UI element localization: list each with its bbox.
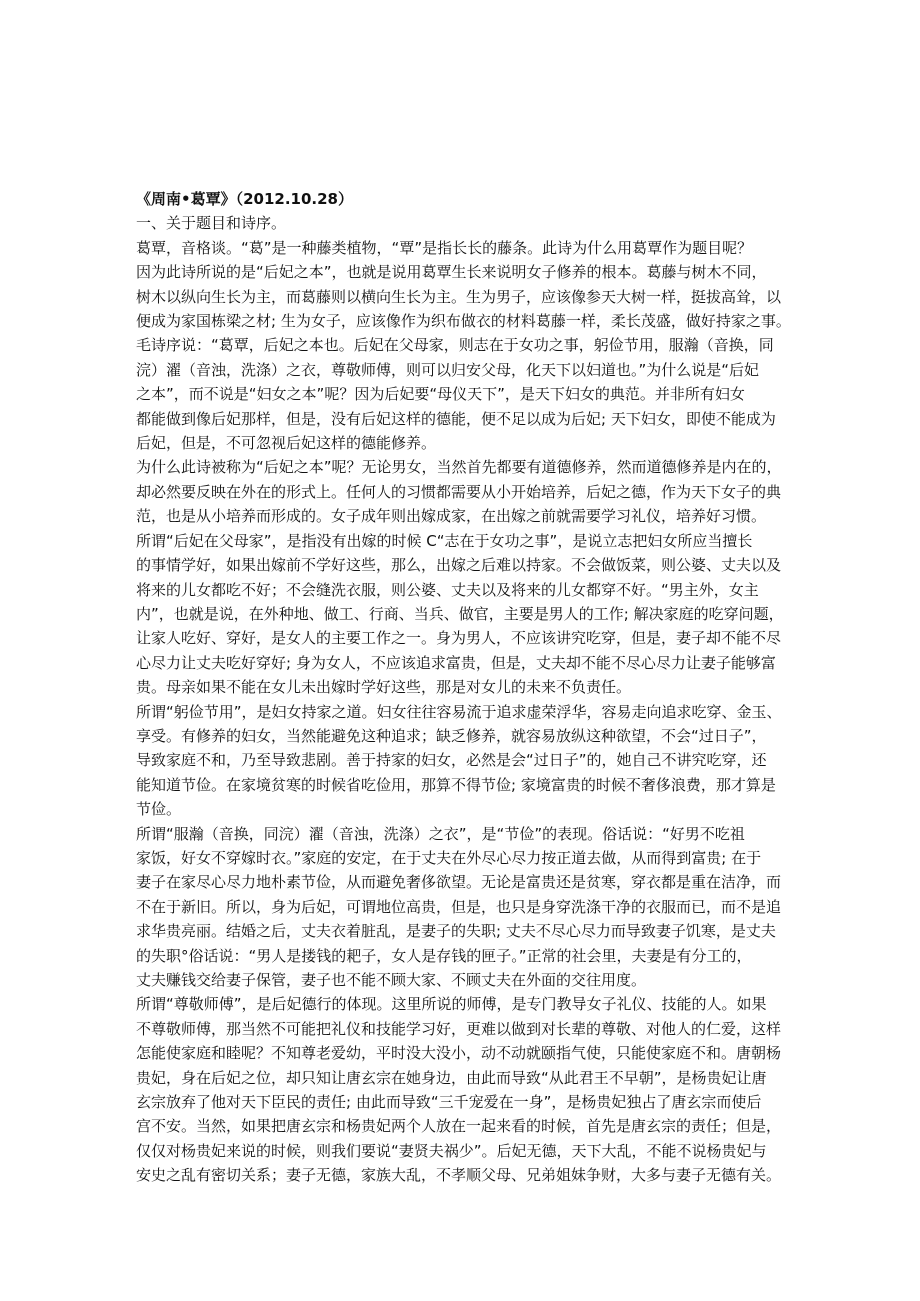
paragraph-line: 内”，也就是说，在外种地、做工、行商、当兵、做官，主要是男人的工作; 解决家庭的吃穿问题， [136,604,784,623]
paragraph-line: 树木以纵向生长为主，而葛藤则以横向生长为主。生为男子，应该像参天大树一样，挺拔高耸，以 [136,287,782,306]
paragraph-line: 家饭，好女不穿嫁时衣。”家庭的安定，在于丈夫在外尽心尽力按正道去做，从而得到富贵; 在于 [136,848,762,867]
paragraph-line: 贵妃，身在后妃之位，却只知让唐玄宗在她身边，由此而导致“从此君王不早朝”，是杨贵妃让唐 [136,1068,767,1087]
paragraph-line: 宫不安。当然，如果把唐玄宗和杨贵妃两个人放在一起来看的时候，首先是唐玄宗的责任；但是， [136,1117,782,1136]
paragraph-line: 丈夫赚钱交给妻子保管，妻子也不能不顾大家、不顾丈夫在外面的交往用度。 [136,971,647,989]
paragraph-line: 为什么此诗被称为“后妃之本”呢？无论男女，当然首先都要有道德修养，然而道德修养是内在的， [136,458,782,477]
document-title: 《周南•葛覃》（2012.10.28） [136,190,353,208]
paragraph [136,529,800,700]
paragraph-line: 玄宗放弃了他对天下臣民的责任; 由此而导致“三千宠爱在一身”，是杨贵妃独占了唐玄宗而使后 [136,1093,762,1112]
paragraph [136,333,800,455]
paragraph-line: 毛诗序说：“葛覃，后妃之本也。后妃在父母家，则志在于女功之事，躬俭节用，服瀚（音换，同 [136,336,774,355]
paragraph-line: 后妃，但是，不可忽视后妃这样的德能修养。 [136,434,437,453]
paragraph-list [136,236,800,1188]
paragraph-line: 所谓“躬俭节用”，是妇女持家之道。妇女往往容易流于追求虚荣浮华，容易走向追求吃穿、金玉、 [136,702,782,721]
paragraph-line: 的事情学好，如果出嫁前不学好这些，那么，出嫁之后难以持家。不会做饭菜，则公婆、丈夫以及 [136,556,782,575]
paragraph [136,455,800,528]
paragraph-line: 导致家庭不和，乃至导致悲剧。善于持家的妇女，必然是会“过日子”的，她自己不讲究吃穿，还 [136,751,767,770]
paragraph-line: 便成为家国栋梁之材; 生为女子，应该像作为织布做衣的材料葛藤一样，柔长茂盛，做好持家之事。 [136,312,791,331]
paragraph-line: 却必然要反映在外在的形式上。任何人的习惯都需要从小开始培养，后妃之德，作为天下女子的典 [136,482,782,501]
paragraph-line: 不尊敬师傅，那当然不可能把礼仪和技能学习好，更难以做到对长辈的尊敬、对他人的仁爱，这样 [136,1019,782,1038]
paragraph [136,236,800,334]
paragraph-line: 的失职°俗话说：“男人是搂钱的耙子，女人是存钱的匣子。”正常的社会里，夫妻是有分工的， [136,946,752,965]
paragraph-line: 求华贵亮丽。结婚之后，丈夫衣着脏乱，是妻子的失职; 丈夫不尽心尽力而导致妻子饥寒，是丈夫 [136,922,776,941]
document-body [136,187,800,1188]
paragraph-line: 不在于新旧。所以，身为后妃，可谓地位高贵，但是，也只是身穿洗涤干净的衣服而已，而不是追 [136,897,782,916]
paragraph-line: 所谓“尊敬师傅”，是后妃德行的体现。这里所说的师傅，是专门教导女子礼仪、技能的人。如果 [136,995,767,1014]
paragraph-line: 贵。母亲如果不能在女儿未出嫁时学好这些，那是对女儿的未来不负责任。 [136,678,632,697]
paragraph-line: 都能做到像后妃那样，但是，没有后妃这样的德能，便不足以成为后妃; 天下妇女，即使不能成为 [136,409,776,428]
paragraph-line: 将来的儿女都吃不好；不会缝洗衣服，则公婆、丈夫以及将来的儿女都穿不好。“男主外，女主 [136,580,759,599]
paragraph-line: 所谓“服瀚（音换，同浣）濯（音浊，洗涤）之衣”，是“节俭”的表现。俗话说：“好男不吃祖 [136,824,745,843]
paragraph-line: 浣）濯（音浊，洗涤）之衣，尊敬师傅，则可以归安父母，化天下以妇道也。”为什么说是“后妃 [136,360,760,379]
paragraph-line: 怎能使家庭和睦呢？不知尊老爱幼，平时没大没小，动不动就颐指气使，只能使家庭不和。唐朝杨 [136,1044,782,1063]
paragraph-line: 仅仅对杨贵妃来说的时候，则我们要说“妻贤夫祸少”。后妃无德，天下大乱，不能不说杨贵妃与 [136,1141,767,1160]
paragraph-line: 安史之乱有密切关系；妻子无德，家族大乱，不孝顺父母、兄弟姐妹争财，大多与妻子无德有关。 [136,1166,782,1185]
paragraph-line: 享受。有修养的妇女，当然能避免这种追求；缺乏修养，就容易放纵这种欲望，不会“过日子”， [136,726,767,745]
paragraph-line: 让家人吃好、穿好，是女人的主要工作之一。身为男人，不应该讲究吃穿，但是，妻子却不能不尽 [136,629,782,648]
paragraph-line: 因为此诗所说的是“后妃之本”，也就是说用葛覃生长来说明女子修养的根本。葛藤与树木不同， [136,263,767,282]
paragraph [136,992,800,1187]
paragraph-line: 范，也是从小培养而形成的。女子成年则出嫁成家，在出嫁之前就需要学习礼仪，培养好习惯。 [136,507,767,526]
paragraph [136,822,800,993]
paragraph-line: 葛覃，音格谈。“葛”是一种藤类植物，“覃”是指长长的藤条。此诗为什么用葛覃作为题目呢？ [136,238,753,257]
paragraph [136,700,800,822]
paragraph-line: 之本”，而不说是“妇女之本”呢？因为后妃要“母仪天下”，是天下妇女的典范。并非所有妇女 [136,385,745,404]
paragraph-line: 心尽力让丈夫吃好穿好; 身为女人，不应该追求富贵，但是，丈夫却不能不尽心尽力让妻子能够富 [136,653,776,672]
section-heading: 一、关于题目和诗序。 [136,214,287,233]
paragraph-line: 所谓“后妃在父母家”，是指没有出嫁的时候 C“志在于女功之事”，是说立志把妇女所应当擅长 [136,531,753,550]
paragraph-line: 能知道节俭。在家境贫寒的时候省吃俭用，那算不得节俭; 家境富贵的时候不奢侈浪费，那才算是 [136,775,776,794]
paragraph-line: 妻子在家尽心尽力地朴素节俭，从而避免奢侈欲望。无论是富贵还是贫寒，穿衣都是重在洁净，而 [136,873,782,892]
paragraph-line: 节俭。 [136,800,182,819]
